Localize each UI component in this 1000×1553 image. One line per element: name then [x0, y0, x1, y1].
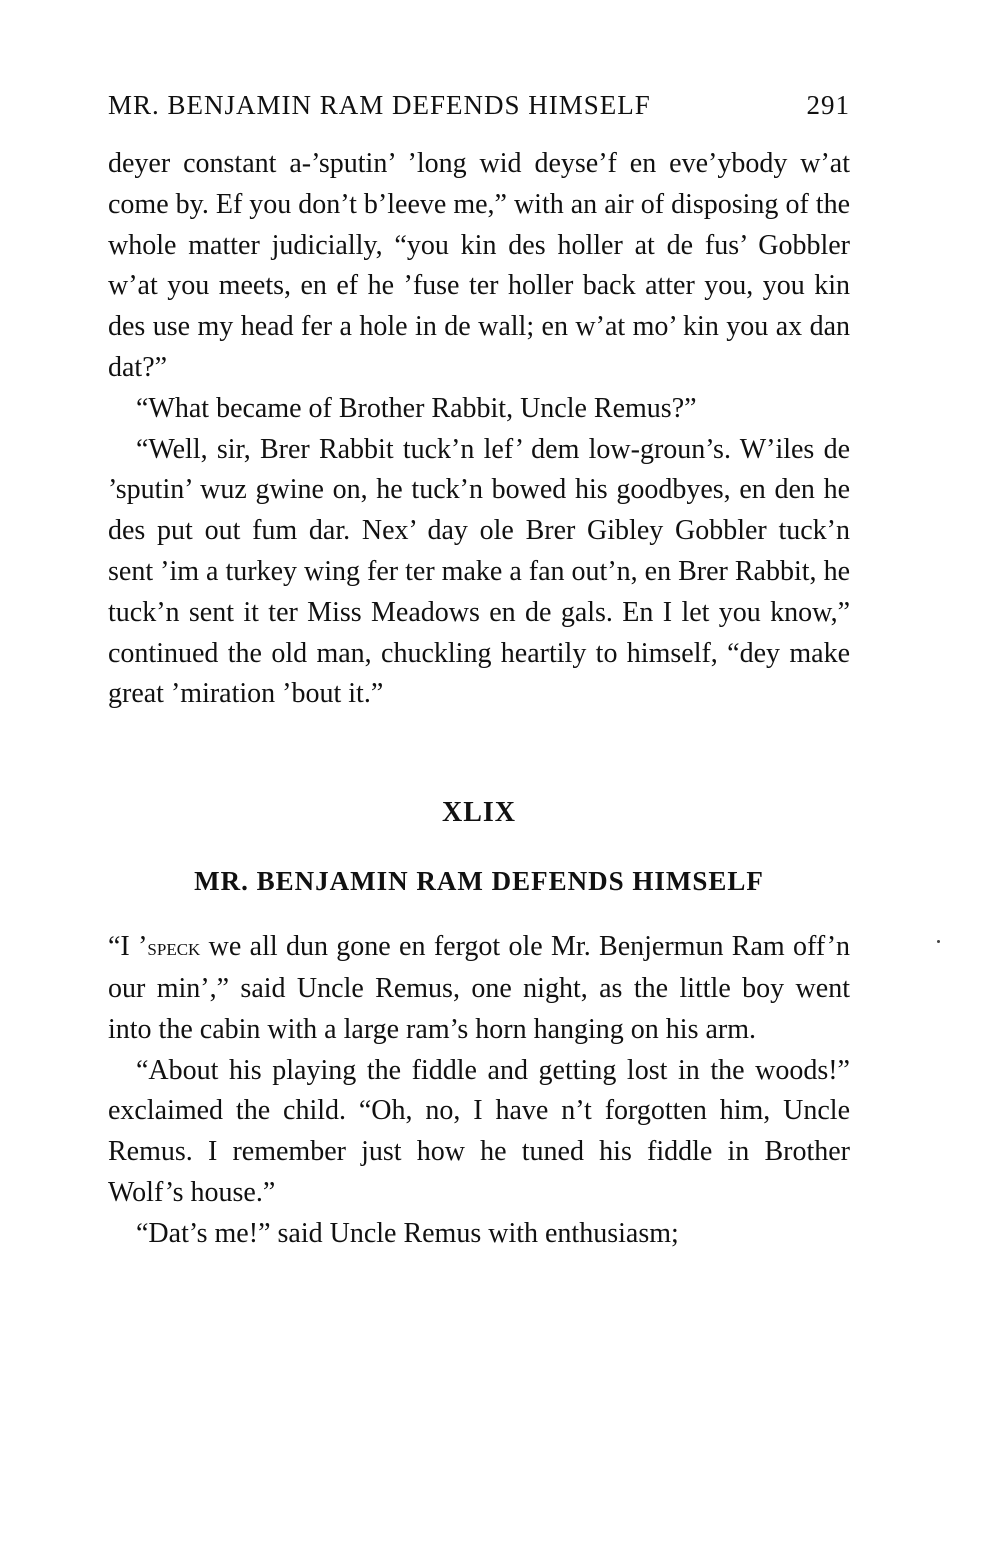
section-gap: [108, 715, 850, 793]
chapter-title: MR. BENJAMIN RAM DEFENDS HIMSELF: [194, 866, 764, 897]
chapter-number: XLIX: [441, 797, 516, 829]
chapter-body: [108, 927, 850, 1254]
body-text: [108, 144, 850, 715]
opening-quote: “I ’: [108, 931, 148, 963]
opening-paragraph-rest: we all dun gone en fergot ole Mr. Benjermun Ram off’n our min’,” said Uncle Remus, one night, as the little boy went into the cabin with a large ram’s horn hanging on his arm.: [108, 931, 851, 1045]
paragraph-answer: “Well, sir, Brer Rabbit tuck’n lef’ dem low-groun’s. W’iles de ’sputin’ wuz gwine on, he tuck’n bowed his goodbyes, en den he des put out fum dar. Nex’ day ole Brer Gibley Gobbler tuck’n sent ’im a turkey wing fer ter make a fan out’n, en Brer Rabbit, he tuck’n sent it ter Miss Meadows en de gals. En I let you know,” continued the old man, chuckling heartily to himself, “dey make great ’miration ’bout it.”: [108, 433, 850, 710]
chapter-opening-paragraph: [108, 927, 850, 1050]
paragraph-remus-reply: “Dat’s me!” said Uncle Remus with enthusiasm;: [136, 1217, 679, 1249]
running-head-title: MR. BENJAMIN RAM DEFENDS HIMSELF: [108, 90, 651, 120]
page-number: 291: [806, 90, 850, 120]
paragraph-continued: deyer constant a-’sputin’ ’long wid deyse’f en eve’ybody w’at come by. Ef you don’t b’leeve me,” with an air of disposing of the whole matter judicially, “you kin des holler at de fus’ Gobbler w’at you meets, en ef he ’fuse ter holler back atter you, you kin des use my head fer a hole in de wall; en w’at mo’ kin you ax dan dat?”: [108, 148, 850, 383]
paragraph-question: “What became of Brother Rabbit, Uncle Remus?”: [136, 392, 697, 424]
opening-smallcaps-word: speck: [147, 935, 201, 962]
paragraph-child-reply: “About his playing the fiddle and getting lost in the woods!” exclaimed the child. “Oh, no, I have n’t forgotten him, Uncle Remus. I remember just how he tuned his fiddle in Brother Wolf’s house.”: [108, 1054, 850, 1208]
running-head: [108, 90, 850, 130]
stray-ink-dot: [937, 940, 940, 943]
book-page: [108, 90, 850, 1255]
